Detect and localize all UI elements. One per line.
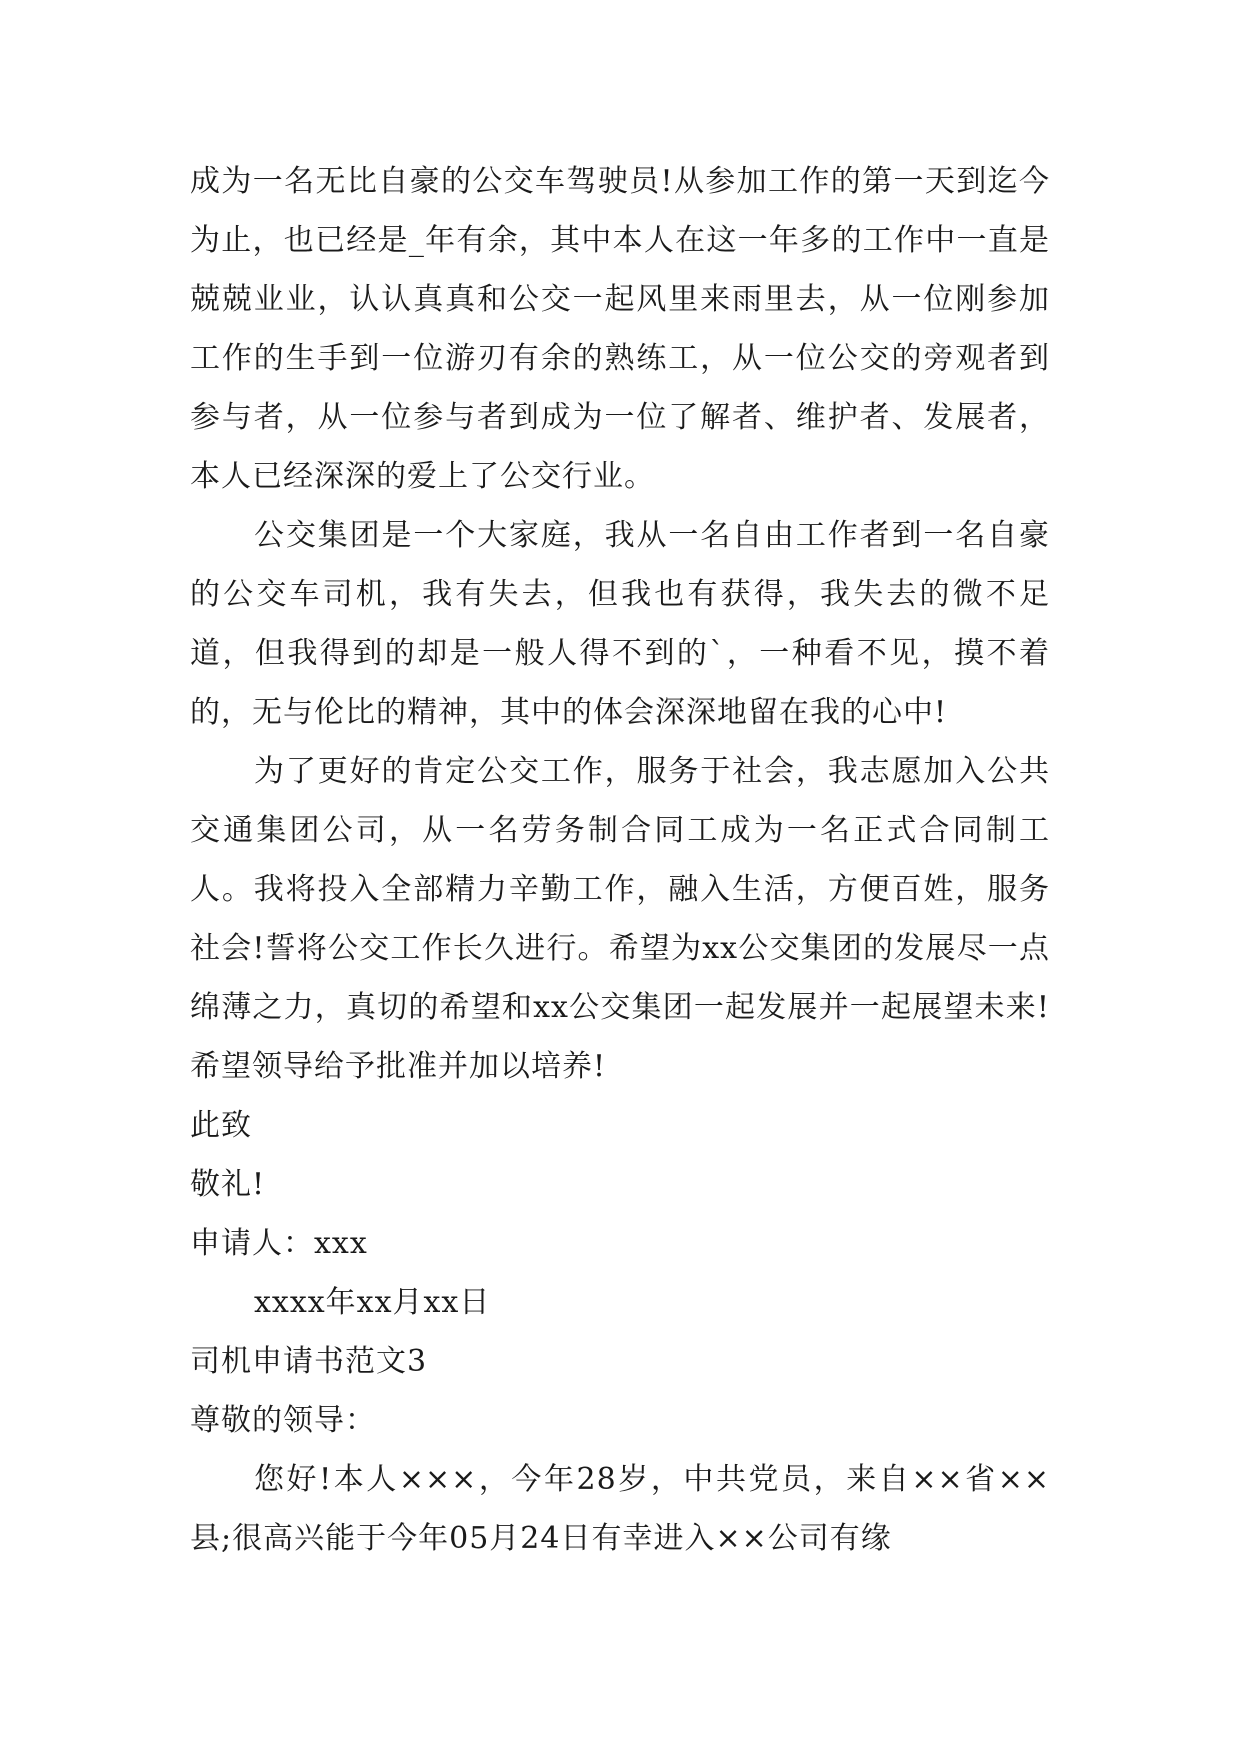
salute-line: 敬礼! (190, 1167, 266, 1202)
body-paragraph-2: 公交集团是一个大家庭，我从一名自由工作者到一名自豪的公交车司机，我有失去，但我也有获得，我失去的微不足道，但我得到的却是一般人得不到的`，一种看不见，摸不着的，无与伦比的精神，其中的体会深深地留在我的心中! (190, 518, 1050, 730)
applicant-line: 申请人：xxx (190, 1226, 368, 1261)
body-paragraph-4: 您好!本人×××，今年28岁，中共党员，来自××省××县;很高兴能于今年05月24日有幸进入××公司有缘 (190, 1462, 1050, 1556)
greeting-line: 尊敬的领导： (190, 1403, 376, 1438)
closing-line: 此致 (190, 1108, 252, 1143)
body-paragraph-1: 成为一名无比自豪的公交车驾驶员!从参加工作的第一天到迄今为止，也已经是_年有余，其中本人在这一年多的工作中一直是兢兢业业，认认真真和公交一起风里来雨里去，从一位刚参加工作的生手到一位游刃有余的熟练工，从一位公交的旁观者到参与者，从一位参与者到成为一位了解者、维护者、发展者，本人已经深深的爱上了公交行业。 (190, 164, 1050, 494)
document-page (190, 152, 1050, 1568)
section-title: 司机申请书范文3 (190, 1344, 428, 1379)
body-paragraph-3: 为了更好的肯定公交工作，服务于社会，我志愿加入公共交通集团公司，从一名劳务制合同工成为一名正式合同制工人。我将投入全部精力辛勤工作，融入生活，方便百姓，服务社会!誓将公交工作长久进行。希望为xx公交集团的发展尽一点绵薄之力，真切的希望和xx公交集团一起发展并一起展望未来!希望领导给予批准并加以培养! (190, 754, 1050, 1084)
date-line: xxxx年xx月xx日 (254, 1285, 491, 1320)
